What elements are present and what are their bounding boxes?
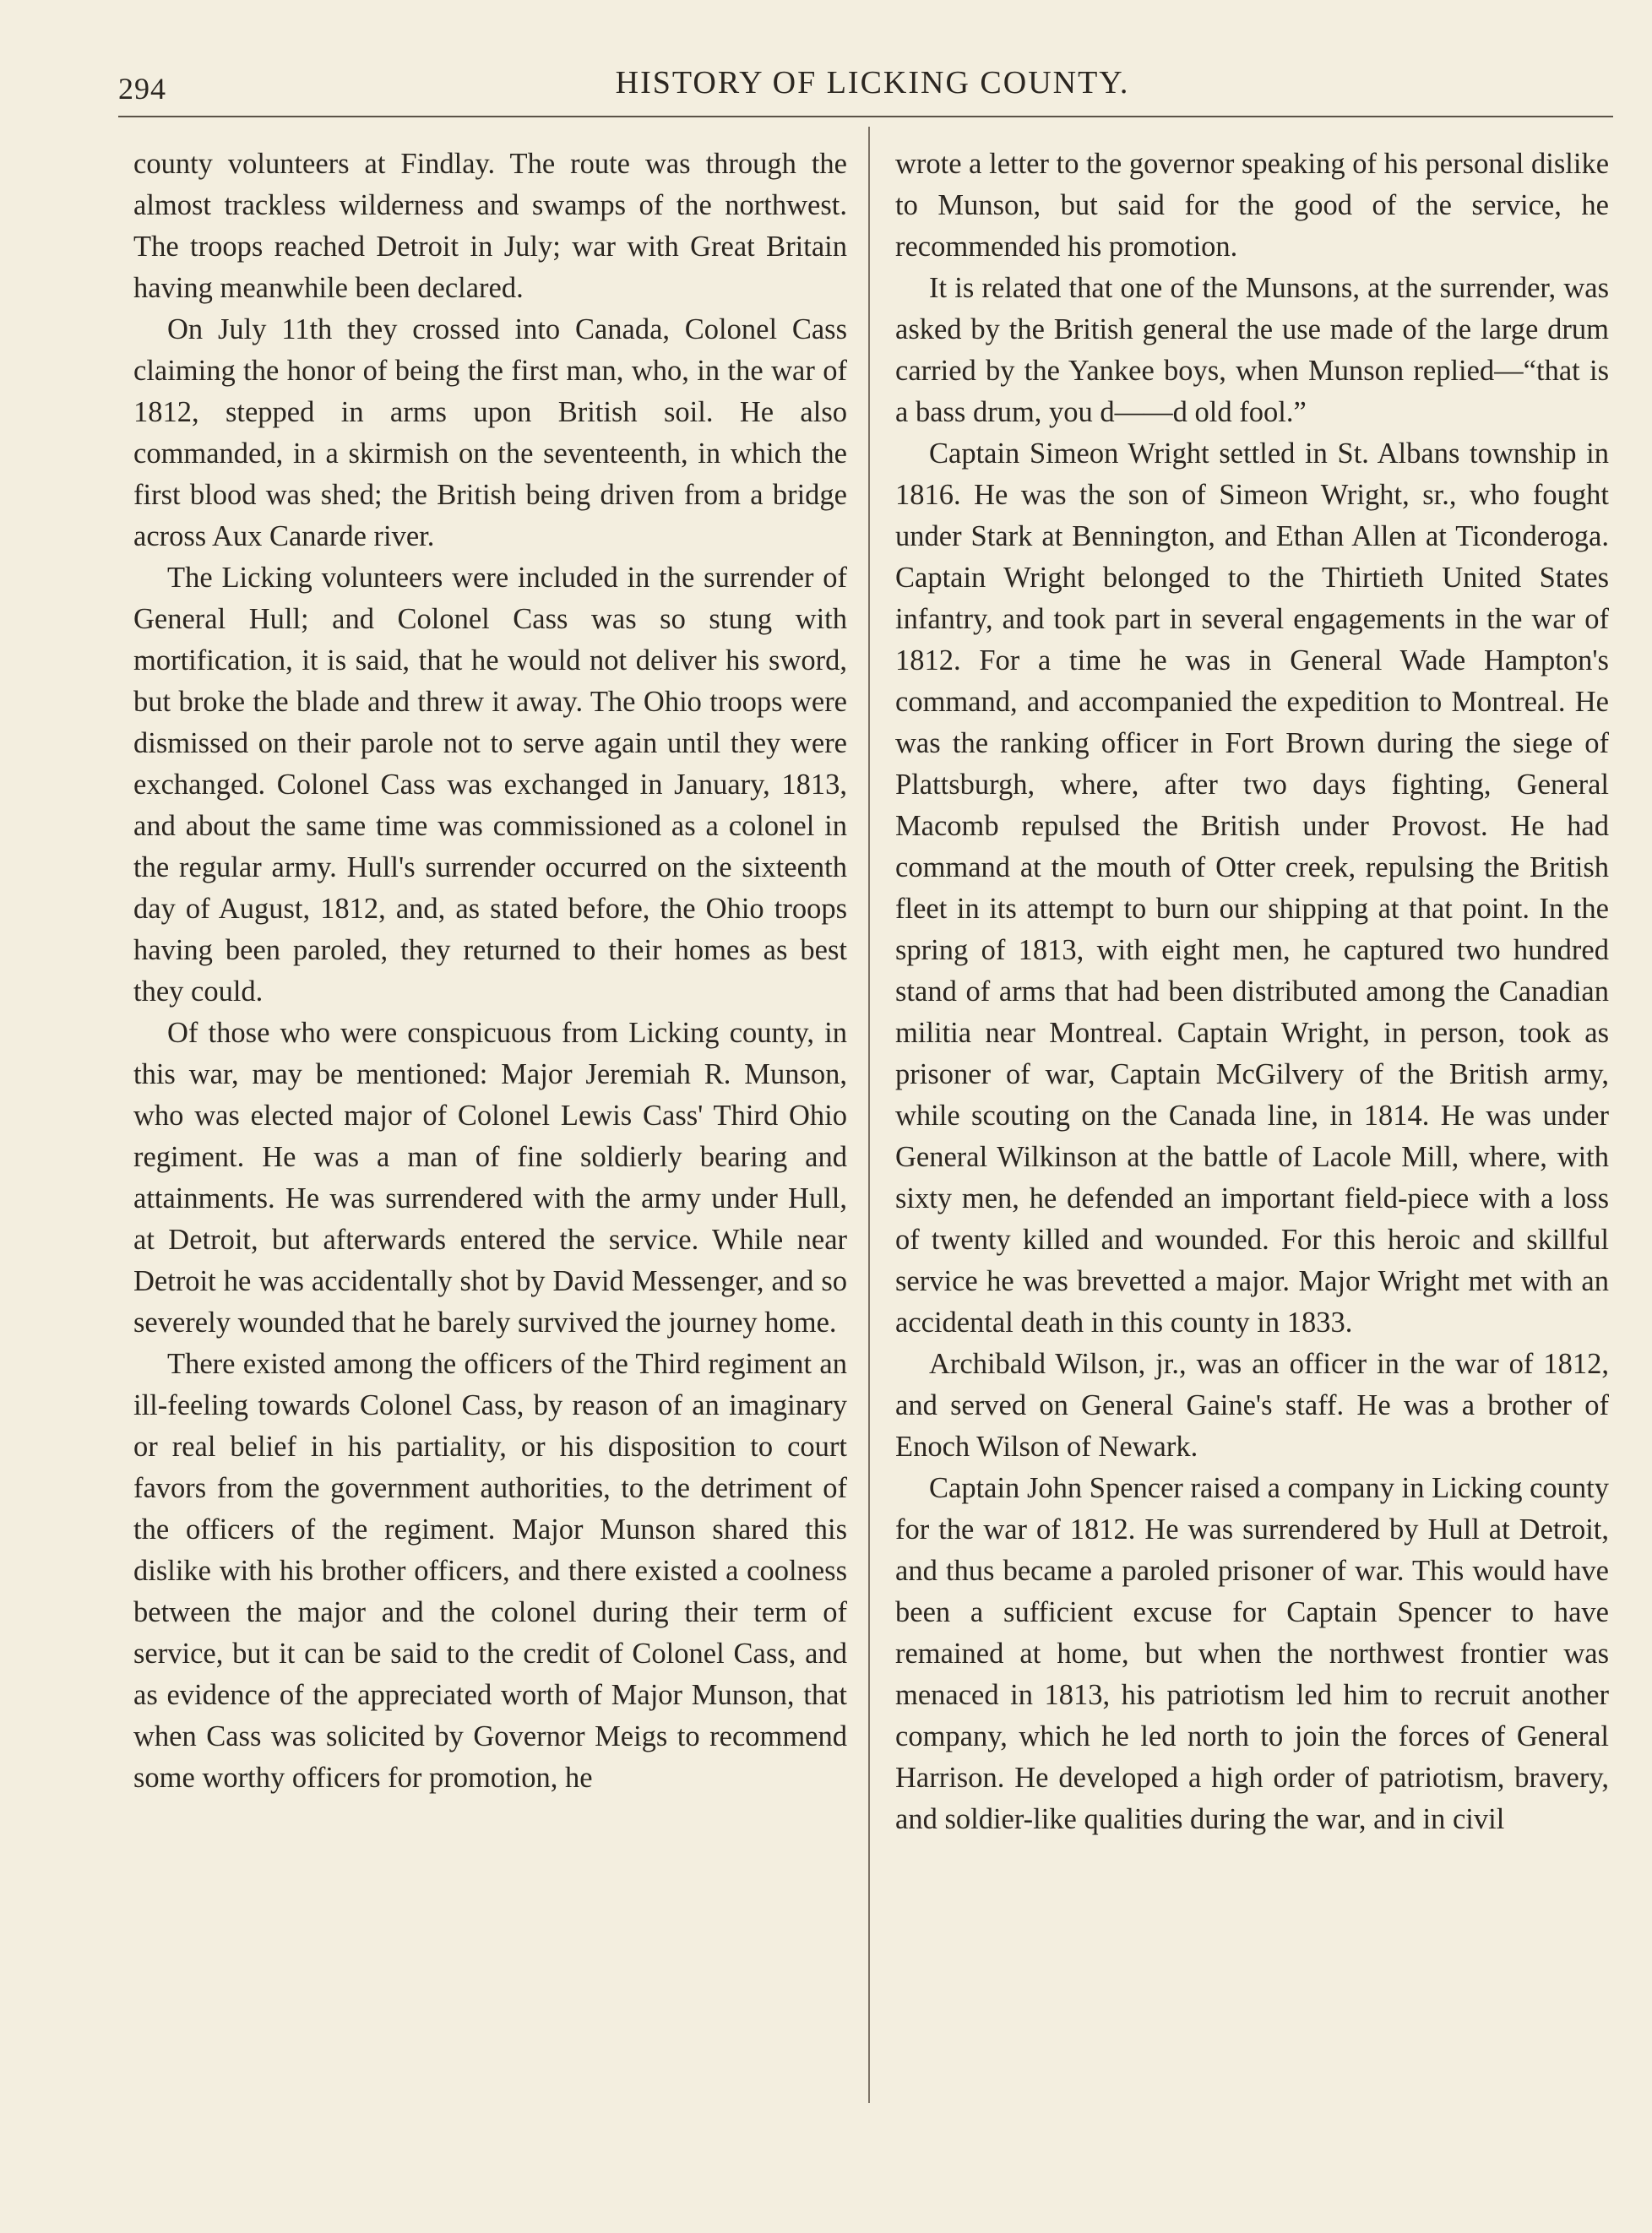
running-title: HISTORY OF LICKING COUNTY. xyxy=(615,65,1130,101)
paragraph: The Licking volunteers were included in the surrender of General Hull; and Colonel Cass was so stung with mortification, it is said, that he would not deliver his sword, but broke the blade and threw it away. The Ohio troops were dismissed on their parole not to serve again until they were exchanged. Colonel Cass was exchanged in January, 1813, and about the same time was commissioned as a colonel in the regular army. Hull's surrender occurred on the sixteenth day of August, 1812, and, as stated before, the Ohio troops having been paroled, they returned to their homes as best they could. xyxy=(133,562,847,1008)
paragraph: Captain John Spencer raised a company in Licking county for the war of 1812. He was surrendered by Hull at Detroit, and thus became a paroled prisoner of war. This would have been a sufficient excuse for Captain Spencer to have remained at home, but when the northwest frontier was menaced in 1813, his patriotism led him to recruit another company, which he led north to join the forces of General Harrison. He developed a high order of patriotism, bravery, and soldier-like qualities during the war, and in civil xyxy=(895,1472,1609,1835)
page-number: 294 xyxy=(118,72,166,106)
paragraph: county volunteers at Findlay. The route was through the almost trackless wilderness and swamps of the northwest. The troops reached Detroit in July; war with Great Britain having meanwhile been declared. xyxy=(133,148,847,304)
left-column xyxy=(133,144,847,1799)
right-column xyxy=(895,144,1609,1840)
header-rule xyxy=(118,116,1613,117)
paragraph: There existed among the officers of the Third regiment an ill-feeling towards Colonel Cass, by reason of an imaginary or real belief in his partiality, or his disposition to court favors from the government authorities, to the detriment of the officers of the regiment. Major Munson shared this dislike with his brother officers, and there existed a coolness between the major and the colonel during their term of service, but it can be said to the credit of Colonel Cass, and as evidence of the appreciated worth of Major Munson, that when Cass was solicited by Governor Meigs to recommend some worthy officers for promotion, he xyxy=(133,1348,847,1794)
paragraph: Of those who were conspicuous from Licking county, in this war, may be mentioned: Major Jeremiah R. Munson, who was elected major of Colonel Lewis Cass' Third Ohio regiment. He was a man of fine soldierly bearing and attainments. He was surrendered with the army under Hull, at Detroit, but afterwards entered the service. While near Detroit he was accidentally shot by David Messenger, and so severely wounded that he barely survived the journey home. xyxy=(133,1017,847,1339)
column-divider xyxy=(868,127,870,2103)
paragraph: It is related that one of the Munsons, at the surrender, was asked by the British general the use made of the large drum carried by the Yankee boys, when Munson replied—“that is a bass drum, you d——d old fool.” xyxy=(895,272,1609,428)
paragraph: wrote a letter to the governor speaking of his personal dislike to Munson, but said for the good of the service, he recommended his promotion. xyxy=(895,148,1610,263)
paragraph: On July 11th they crossed into Canada, Colonel Cass claiming the honor of being the first man, who, in the war of 1812, stepped in arms upon British soil. He also commanded, in a skirmish on the seventeenth, in which the first blood was shed; the British being driven from a bridge across Aux Canarde river. xyxy=(133,313,847,552)
paragraph: Archibald Wilson, jr., was an officer in the war of 1812, and served on General Gaine's staff. He was a brother of Enoch Wilson of Newark. xyxy=(895,1348,1609,1463)
paragraph: Captain Simeon Wright settled in St. Albans township in 1816. He was the son of Simeon Wright, sr., who fought under Stark at Bennington, and Ethan Allen at Ticonderoga. Captain Wright belonged to the Thirtieth United States infantry, and took part in several engagements in the war of 1812. For a time he was in General Wade Hampton's command, and accompanied the expedition to Montreal. He was the ranking officer in Fort Brown during the siege of Plattsburgh, where, after two days fighting, General Macomb repulsed the British under Provost. He had command at the mouth of Otter creek, repulsing the British fleet in its attempt to burn our shipping at that point. In the spring of 1813, with eight men, he captured two hundred stand of arms that had been distributed among the Canadian militia near Montreal. Captain Wright, in person, took as prisoner of war, Captain McGilvery of the British army, while scouting on the Canada line, in 1814. He was under General Wilkinson at the battle of Lacole Mill, where, with sixty men, he defended an important field-piece with a loss of twenty killed and wounded. For this heroic and skillful service he was brevetted a major. Major Wright met with an accidental death in this county in 1833. xyxy=(895,437,1609,1339)
